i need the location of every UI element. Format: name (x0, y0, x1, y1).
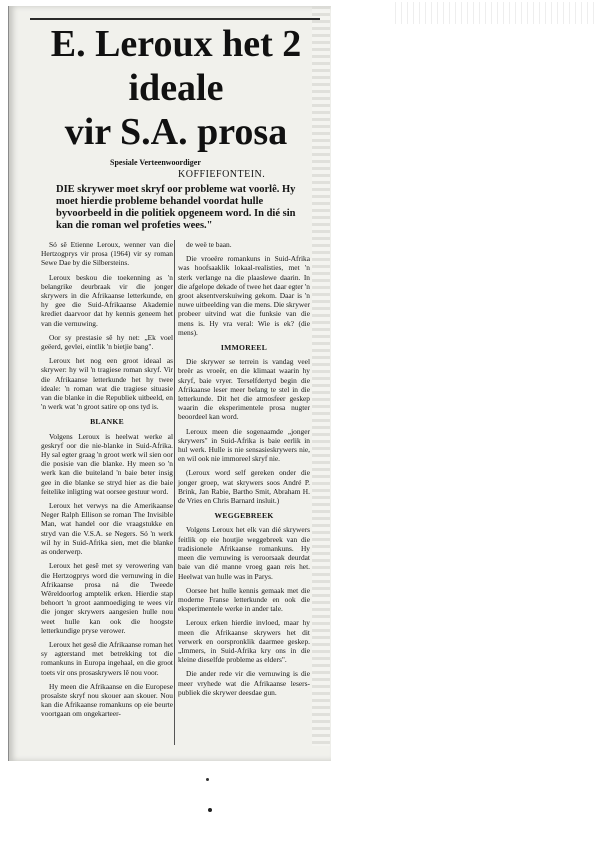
article-headline (30, 22, 322, 154)
right-paragraph-5: (Leroux word self gereken onder die jonger groep, wat skrywers soos André P. Brink, Jan Rabie, Bartho Smit, Abraham H. de Vries en Chris Barnard insluit.) (178, 468, 310, 506)
page-speck (206, 778, 209, 781)
headline-line-1: E. Leroux het 2 (50, 23, 302, 65)
left-paragraph-5: Volgens Leroux is heelwat werke al geskryf oor die nie-blanke in Suid-Afrika. Hy sal egter graag 'n groot werk wil sien oor die posisie van die blanke. Hy meen so 'n werk kan die buiteland 'n baie beter insig gee in die blanke se stryd hier as die baie feitelike inligting wat oorsee gestuur word. (41, 431, 173, 496)
subheading-weggebreek: WEGGEBREEK (214, 511, 274, 521)
right-paragraph-6: Volgens Leroux het elk van dié skrywers feitlik op eie houtjie weggebreek van die tradisionele Afrikaanse romankuns. Hy meen die vernuwing is veroorsaak deurdat baie van dié manne vroeg gaan reis het. Heelwat van hulle was in Parys. (178, 525, 310, 581)
byline-correspondent: Spesiale Verteenwoordiger (110, 158, 201, 167)
right-paragraph-9: Die ander rede vir die vernuwing is die meer vryhede wat die Afrikaanse leserspubliek die skrywer deesdae gun. (178, 669, 310, 697)
column-divider (174, 240, 175, 745)
right-paragraph-3: Die skrywer se terrein is vandag veel breër as vroeër, en die klimaat waarin hy skryf, baie vryer. Terselfdertyd begin die Afrikaanse leser meer belang te stel in die letterkunde. Dit het die atmosfeer geskep waarin die eksperimentele prosa nugter beoordeel kan word. (178, 357, 310, 422)
left-paragraph-8: Leroux het gesê die Afrikaanse roman het sy agterstand met betrekking tot die romankuns in Europa ingehaal, en die groot toets vir ons prosaskrywers lê nou voor. (41, 639, 173, 677)
headline-line-2: ideale (128, 67, 224, 109)
left-paragraph-7: Leroux het gesê met sy verowering van die Hertzogprys word die vernuwing in die Afrikaanse prosa ná die Tweede Wêreldoorlog amptelik erken. Hierdie stap behoort 'n groot aanmoediging te wees vir die jonger skrywers aangesien hulle nou weet hulle kan ook die hoogste letterkundige pryse verower. (41, 561, 173, 635)
right-paragraph-2: Die vroeëre romankuns in Suid-Afrika was hoofsaaklik lokaal-realisties, met 'n sterk verlange na die plaaslewe daarin. In die afgelope dekade of twee het daar egter 'n groot aksentverskuiwing gekom. Daar is 'n nuwe uitbeelding van die mens. Die skrywer probeer uitvind wat die funksie van die mens is. Hy vra veral: Wie is ek? (die mens). (178, 254, 310, 337)
column-left (41, 240, 173, 724)
right-paragraph-4: Leroux meen die sogenaamde „jonger skrywers" in Suid-Afrika is baie eerlik in hul werk. Hulle is nie sensasieskrywers nie, en wil ook nie immoreel skryf nie. (178, 426, 310, 464)
left-paragraph-6: Leroux het verwys na die Amerikaanse Neger Ralph Ellison se roman The Invisible Man, wat handel oor die vraagstukke en stryd van die V.S.A. se Negers. Só 'n werk wil hy in Suid-Afrika sien, met die blanke as onderwerp. (41, 501, 173, 557)
article-lead: DIE skrywer moet skryf oor probleme wat voorlê. Hy moet hierdie probleme behandel voordat hulle byvoorbeeld in die politiek opgeneem word. In dié sin kan die roman wel profeties wees." (56, 184, 296, 231)
column-right (178, 240, 310, 702)
left-paragraph-2: Leroux beskou die toekenning as 'n belangrike deurbraak vir die jonger skrywers in die Afrikaanse letterkunde, en hy gee die Suid-Afrikaanse Akademie krediet daarvoor dat hy kennis geneem het van die vernuwing. (41, 272, 173, 328)
right-paragraph-1: de weë te baan. (186, 240, 232, 249)
left-paragraph-1: Só sê Etienne Leroux, wenner van die Hertzogprys vir prosa (1964) vir sy roman Sewe Dae by die Silbersteins. (41, 240, 173, 268)
page-speck (208, 808, 212, 812)
right-paragraph-7: Oorsee het hulle kennis gemaak met die moderne Franse letterkunde en ook die eksperimentele werke in ander tale. (178, 585, 310, 614)
headline-rule (30, 18, 320, 20)
left-paragraph-3: Oor sy prestasie sê hy net: „Ek voel geëerd, gevlei, eintlik 'n bietjie bang". (41, 332, 173, 352)
scan-margin-marks (395, 2, 595, 24)
byline-place: KOFFIEFONTEIN. (178, 169, 266, 180)
subheading-immoreel: IMMOREEL (220, 343, 268, 353)
left-paragraph-9: Hy meen die Afrikaanse en die Europese prosaïste skryf nou skouer aan skouer. Nou kan die Afrikaanse romankuns op eie beurte voortgaan om ongekarteer- (41, 681, 173, 719)
subheading-blanke: BLANKE (90, 417, 124, 427)
right-paragraph-8: Leroux erken hierdie invloed, maar hy meen die Afrikaanse skrywers het dit verwerk en oorspronklik daarmee geskep. „Immers, in Suid-Afrika kry ons in die kleine dieselfde probleme as elders". (178, 618, 310, 665)
left-paragraph-4: Leroux het nog een groot ideaal as skrywer: hy wil 'n tragiese roman skryf. Vir die Afrikaanse letterkunde het hy twee ideale: 'n roman wat die tragiese situasie van die blanke in die Republiek uitbeeld, en 'n werk wat 'n groot satire op ons tyd is. (41, 356, 173, 412)
headline-line-3: vir S.A. prosa (64, 111, 288, 153)
